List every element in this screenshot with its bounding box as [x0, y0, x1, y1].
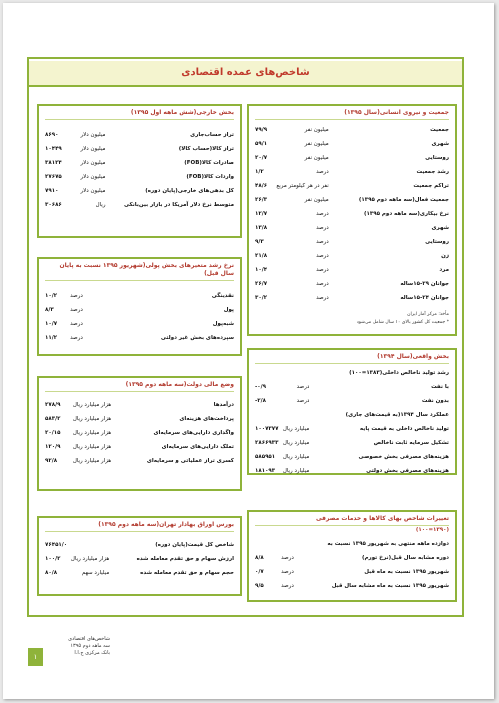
table-row [255, 193, 449, 207]
row-unit: میلیارد ریال [282, 468, 310, 474]
row-label: شهریور ۱۳۹۵ نسبت به ماه مشابه سال قبل [331, 583, 449, 589]
row-value: ۱۰/۷ [45, 321, 58, 327]
row-unit: درصد [70, 293, 83, 299]
row-unit: میلیارد ریال [282, 426, 310, 432]
row-value: ۱۲/۷ [255, 211, 268, 217]
row-label: درآمدها [213, 402, 234, 408]
row-label: جوانان ۲۹-۱۵ساله [400, 281, 449, 287]
page-title: شاخص‌های عمده اقتصادی [29, 61, 462, 87]
table-row [255, 408, 449, 422]
row-label: کل بدهی‌های خارجی(پایان دوره) [145, 188, 234, 194]
table-row [45, 454, 234, 468]
table-row [255, 263, 449, 277]
row-label: تولید ناخالص داخلی به قیمت پایه [359, 426, 449, 432]
row-value: ۴۸/۶ [255, 183, 268, 189]
government-finance-heading: وضع مالی دولت(سه ماهه دوم ۱۳۹۵) [45, 381, 234, 392]
row-unit: هزار میلیارد ریال [72, 430, 112, 436]
table-row [45, 156, 234, 170]
page-number: ۱ [28, 648, 43, 666]
row-label: شهریور ۱۳۹۵ نسبت به ماه قبل [364, 569, 449, 575]
row-unit: درصد [296, 398, 310, 404]
table-row [255, 366, 449, 380]
row-unit: میلیون دلار [80, 146, 106, 152]
row-unit: هزار میلیارد ریال [70, 556, 110, 562]
row-unit: درصد [316, 211, 329, 217]
row-unit: نفر در هر کیلومتر مربع [276, 183, 329, 189]
row-value: ۲۱/۸ [255, 253, 268, 259]
row-unit: میلیارد سهم [81, 570, 110, 576]
table-row [255, 551, 449, 565]
row-value: ۹/۳ [255, 239, 264, 245]
row-unit: میلیون نفر [304, 127, 329, 133]
table-row [255, 249, 449, 263]
row-unit: هزار میلیارد ریال [72, 416, 112, 422]
row-value: ۱۰۰۷۳۷۷ [255, 426, 279, 432]
table-row [255, 565, 449, 579]
consumer-prices-base: (۱۳۹۰=۱۰۰) [415, 527, 449, 533]
row-value: ۵۹/۱ [255, 141, 268, 147]
row-value: ۸۰/۸ [45, 570, 58, 576]
table-row [45, 538, 234, 552]
row-label: سپرده‌های بخش غیر دولتی [160, 335, 234, 341]
row-unit: میلیون نفر [304, 197, 329, 203]
row-label: بدون نفت [421, 398, 449, 404]
row-label: روستایی [425, 239, 449, 245]
row-value: ۱۰۰/۲ [45, 556, 61, 562]
row-label: تراز حساب‌جاری [190, 132, 234, 138]
row-value: ۱۱/۲ [45, 335, 58, 341]
table-row [255, 151, 449, 165]
row-label: جوانان ۲۴-۱۵ساله [400, 295, 449, 301]
row-label: زن [441, 253, 449, 259]
row-value: ۵۸۵۹۵۱ [255, 454, 276, 460]
row-unit: میلیون نفر [304, 155, 329, 161]
row-label: واردات کالا(FOB) [186, 174, 234, 180]
table-row [45, 552, 234, 566]
row-value: ۱۰/۲ [45, 293, 58, 299]
row-unit: درصد [316, 169, 329, 175]
row-value: ۵۸۳/۲ [45, 416, 61, 422]
row-value: ۲۷۸/۹ [45, 402, 61, 408]
table-row [45, 289, 234, 303]
row-unit: درصد [316, 295, 329, 301]
stock-exchange-heading: بورس اوراق بهادار تهران(سه ماهه دوم ۱۳۹۵) [45, 521, 234, 532]
table-row [255, 394, 449, 408]
population-box [247, 104, 457, 336]
table-row [45, 303, 234, 317]
consumer-prices-box [247, 510, 457, 602]
monetary-sector-rows [45, 289, 234, 345]
row-value: ۱۲۰/۹ [45, 444, 61, 450]
table-row [45, 317, 234, 331]
row-label: دوازده ماهه منتهی به شهریور ۱۳۹۵ نسبت به [327, 541, 449, 547]
row-value: ۸/۳ [45, 307, 54, 313]
row-label: تشکیل سرمایه ثابت ناخالص [373, 440, 449, 446]
row-label: تملک دارایی‌های سرمایه‌ای [161, 444, 234, 450]
row-unit: هزار میلیارد ریال [72, 402, 112, 408]
foreign-sector-rows [45, 128, 234, 212]
row-label: عملکرد سال ۱۳۹۴(به قیمت‌های جاری) [345, 412, 449, 418]
table-row [255, 165, 449, 179]
table-row [255, 221, 449, 235]
row-value: ۱۰/۴ [255, 267, 268, 273]
government-finance-rows [45, 398, 234, 468]
population-heading: جمعیت و نیروی انسانی(سال ۱۳۹۵) [255, 109, 449, 120]
row-label: پرداخت‌های هزینه‌ای [179, 416, 234, 422]
row-value: ۰/۹- [255, 384, 267, 390]
row-unit: هزار میلیارد ریال [72, 444, 112, 450]
table-row [255, 179, 449, 193]
row-label: روستایی [425, 155, 449, 161]
table-row [45, 566, 234, 580]
real-sector-rows [255, 366, 449, 478]
row-label: مرد [439, 267, 449, 273]
row-label: پول [223, 307, 234, 313]
table-row [255, 137, 449, 151]
row-unit: درصد [316, 225, 329, 231]
foreign-sector-heading: بخش خارجی(شش ماهه اول ۱۳۹۵) [45, 109, 234, 120]
table-row [255, 235, 449, 249]
row-unit: درصد [281, 569, 294, 575]
table-row [45, 331, 234, 345]
table-row [45, 440, 234, 454]
row-unit: درصد [70, 307, 83, 313]
row-value: ۱۰۴۴۹ [45, 146, 62, 152]
table-row [255, 464, 449, 478]
footer-info [50, 636, 110, 657]
table-row [255, 579, 449, 593]
row-unit: درصد [281, 555, 294, 561]
consumer-prices-rows [255, 537, 449, 593]
row-value: ۹/۵ [255, 583, 264, 589]
footer-line-publisher: بانک مرکزی ج.ا.ا [74, 650, 110, 656]
row-value: ۱/۲ [255, 169, 264, 175]
row-value: ۳۸۱۲۴ [45, 160, 62, 166]
row-label: واگذاری دارایی‌های سرمایه‌ای [153, 430, 234, 436]
foreign-sector-box [37, 104, 242, 238]
footer-line-title: شاخص‌های اقتصادی [68, 636, 110, 642]
row-value: ۲۰/۷ [255, 155, 268, 161]
row-value: ۸۶۹۰ [45, 132, 59, 138]
monetary-sector-box [37, 257, 242, 356]
table-row [45, 398, 234, 412]
table-row [45, 412, 234, 426]
row-unit: درصد [296, 384, 310, 390]
population-rows [255, 123, 449, 305]
row-value: ۲۶/۷ [255, 281, 268, 287]
row-label: نقدینگی [211, 293, 234, 299]
table-row [255, 123, 449, 137]
row-unit: درصد [316, 253, 329, 259]
row-value: ۲۰/۱۵ [45, 430, 61, 436]
table-row [255, 277, 449, 291]
row-label: جمعیت فعال(سه ماهه دوم ۱۳۹۵) [358, 197, 449, 203]
table-row [255, 207, 449, 221]
table-row [45, 170, 234, 184]
row-label: متوسط نرخ دلار آمریکا در بازار بین‌بانکی [123, 202, 234, 208]
row-label: هزینه‌های مصرفی بخش دولتی [366, 468, 449, 474]
table-row [255, 436, 449, 450]
row-value: ۷۹/۹ [255, 127, 268, 133]
row-label: کسری تراز عملیاتی و سرمایه‌ای [146, 458, 234, 464]
row-unit: هزار میلیارد ریال [72, 458, 112, 464]
row-unit: میلیون دلار [80, 160, 106, 166]
row-value: ۲۶/۳ [255, 197, 268, 203]
row-unit: میلیون دلار [80, 132, 106, 138]
footer-line-period: سه ماهه دوم ۱۳۹۵ [70, 643, 110, 649]
table-row [255, 380, 449, 394]
row-label: جمعیت [430, 127, 449, 133]
row-unit: میلیون دلار [80, 188, 106, 194]
row-unit: درصد [70, 335, 83, 341]
row-unit: میلیون دلار [80, 174, 106, 180]
row-label: شهری [431, 225, 449, 231]
row-label: ارزش سهام و حق تقدم معامله شده [136, 556, 234, 562]
row-label: تراز کالا(حساب کالا) [178, 146, 234, 152]
row-label: تراکم جمعیت [413, 183, 449, 189]
row-value: ۷۹۱۰ [45, 188, 59, 194]
row-value: ۲۷۶۷۵ [45, 174, 62, 180]
row-value: ۳۰۶۸۶ [45, 202, 62, 208]
row-unit: درصد [70, 321, 83, 327]
government-finance-box [37, 376, 242, 491]
row-label: شهری [431, 141, 449, 147]
row-unit: درصد [281, 583, 294, 589]
real-sector-box [247, 348, 457, 475]
row-value: ۱۳/۸ [255, 225, 268, 231]
row-value: ۰/۷ [255, 569, 264, 575]
row-label: حجم سهام و حق تقدم معامله شده [140, 570, 234, 576]
row-label: صادرات کالا(FOB) [184, 160, 234, 166]
table-row [45, 426, 234, 440]
row-label: هزینه‌های مصرفی بخش خصوصی [358, 454, 449, 460]
real-sector-heading: بخش واقعی(سال ۱۳۹۴) [255, 353, 449, 364]
monetary-sector-heading: نرخ رشد متغیرهای بخش پولی(شهریور ۱۳۹۵ نسبت به پایان سال قبل) [45, 262, 234, 281]
row-value: ۷۶۴۵۱/۰ [45, 542, 68, 548]
table-row [255, 422, 449, 436]
table-row [45, 198, 234, 212]
table-row [255, 450, 449, 464]
row-label: رشد تولید ناخالص داخلی(۱۳۸۳=۱۰۰) [349, 370, 449, 376]
row-value: ۱۸۱۰۹۳ [255, 468, 276, 474]
table-row [255, 537, 449, 551]
row-unit: درصد [316, 239, 329, 245]
row-value: ۲/۸- [255, 398, 267, 404]
row-unit: میلیارد ریال [282, 440, 310, 446]
row-label: نرخ بیکاری(سه ماهه دوم ۱۳۹۵) [364, 211, 449, 217]
row-value: ۸/۸ [255, 555, 264, 561]
row-label: دوره مشابه سال قبل(نرخ تورم) [362, 555, 449, 561]
stock-exchange-box [37, 516, 242, 596]
table-row [45, 142, 234, 156]
row-unit: درصد [316, 267, 329, 273]
row-value: ۹۲/۸ [45, 458, 58, 464]
consumer-prices-heading: تغییرات شاخص بهای کالاها و خدمات مصرفی [255, 515, 449, 526]
row-label: رشد جمعیت [416, 169, 449, 175]
population-note-footnote: * جمعیت کل کشور بالای ۱۰ سال شامل می‌شود [356, 320, 449, 325]
table-row [255, 291, 449, 305]
row-unit: میلیارد ریال [282, 454, 310, 460]
row-value: ۲۸۶۶۹۳۳ [255, 440, 279, 446]
row-label: شبه‌پول [212, 321, 234, 327]
row-value: ۳۰/۲ [255, 295, 268, 301]
row-unit: میلیون نفر [304, 141, 329, 147]
row-unit: درصد [316, 281, 329, 287]
population-note-source: مأخذ: مرکز آمار ایران [407, 312, 449, 317]
stock-exchange-rows [45, 538, 234, 580]
row-label: با نفت [431, 384, 449, 390]
row-label: شاخص کل قیمت(پایان دوره) [155, 542, 234, 548]
table-row [45, 184, 234, 198]
row-unit: ریال [95, 202, 106, 208]
table-row [45, 128, 234, 142]
